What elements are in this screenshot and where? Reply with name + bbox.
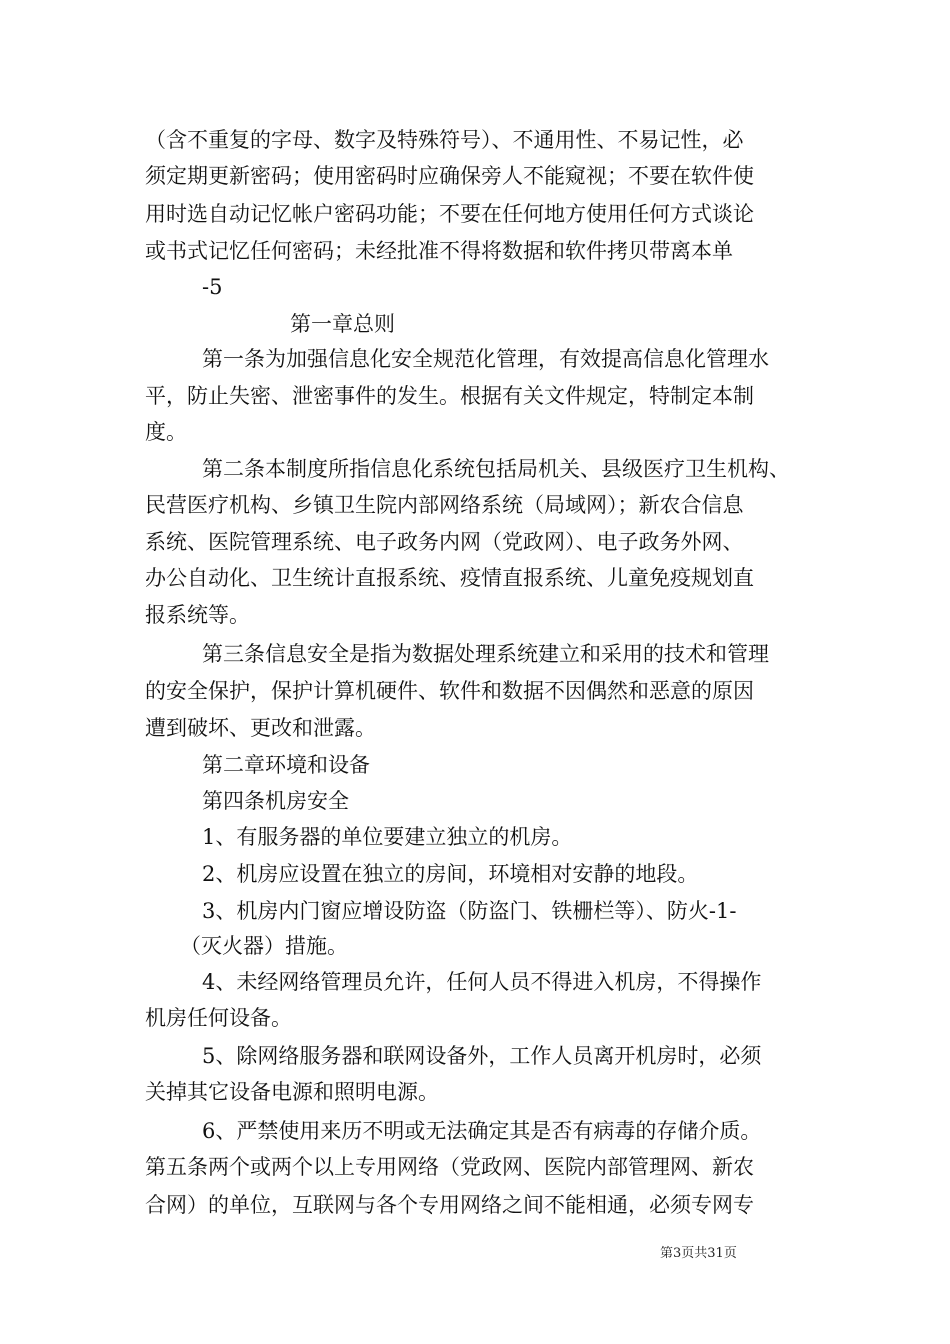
text-line: 办公自动化、卫生统计直报系统、疫情直报系统、儿童免疫规划直 — [145, 566, 754, 590]
page-number-marker: -5 — [202, 275, 223, 299]
text-line: 合网）的单位，互联网与各个专用网络之间不能相通，必须专网专 — [145, 1193, 754, 1217]
article-paragraph: 第三条信息安全是指为数据处理系统建立和采用的技术和管理 — [202, 642, 769, 666]
list-item: 6、严禁使用来历不明或无法确定其是否有病毒的存储介质。 — [202, 1119, 762, 1143]
text-line: 关掉其它设备电源和照明电源。 — [145, 1080, 439, 1104]
page-footer: 第3页共31页 — [660, 1246, 737, 1261]
text-line: 报系统等。 — [145, 603, 250, 627]
text-line: 平，防止失密、泄密事件的发生。根据有关文件规定，特制定本制 — [145, 384, 754, 408]
list-item: 3、机房内门窗应增设防盗（防盗门、铁栅栏等）、防火-1- — [202, 899, 737, 923]
text-line: 须定期更新密码；使用密码时应确保旁人不能窥视；不要在软件使 — [145, 164, 754, 188]
article-paragraph: 第二条本制度所指信息化系统包括局机关、县级医疗卫生机构、 — [202, 457, 790, 481]
article-heading: 第四条机房安全 — [202, 789, 349, 813]
list-item: 5、除网络服务器和联网设备外，工作人员离开机房时，必须 — [202, 1044, 762, 1068]
list-item: 4、未经网络管理员允许，任何人员不得进入机房，不得操作 — [202, 970, 762, 994]
list-item: 2、机房应设置在独立的房间，环境相对安静的地段。 — [202, 862, 699, 886]
article-paragraph: 第五条两个或两个以上专用网络（党政网、医院内部管理网、新农 — [145, 1155, 754, 1179]
text-line: 民营医疗机构、乡镇卫生院内部网络系统（局域网）；新农合信息 — [145, 493, 744, 517]
text-line: 遭到破坏、更改和泄露。 — [145, 716, 376, 740]
text-line: （含不重复的字母、数字及特殊符号）、不通用性、不易记性，必 — [145, 128, 744, 152]
text-line: 系统、医院管理系统、电子政务内网（党政网）、电子政务外网、 — [145, 530, 744, 554]
text-line: 或书式记忆任何密码；未经批准不得将数据和软件拷贝带离本单 — [145, 239, 733, 263]
chapter-heading: 第二章环境和设备 — [202, 753, 370, 777]
text-line: 度。 — [145, 420, 187, 444]
text-line: 用时选自动记忆帐户密码功能；不要在任何地方使用任何方式谈论 — [145, 202, 754, 226]
text-line: （灭火器）措施。 — [180, 934, 348, 958]
text-line: 机房任何设备。 — [145, 1006, 292, 1030]
article-paragraph: 第一条为加强信息化安全规范化管理，有效提高信息化管理水 — [202, 347, 769, 371]
text-line: 的安全保护，保护计算机硬件、软件和数据不因偶然和恶意的原因 — [145, 679, 754, 703]
list-item: 1、有服务器的单位要建立独立的机房。 — [202, 825, 573, 849]
chapter-heading: 第一章总则 — [290, 312, 395, 336]
